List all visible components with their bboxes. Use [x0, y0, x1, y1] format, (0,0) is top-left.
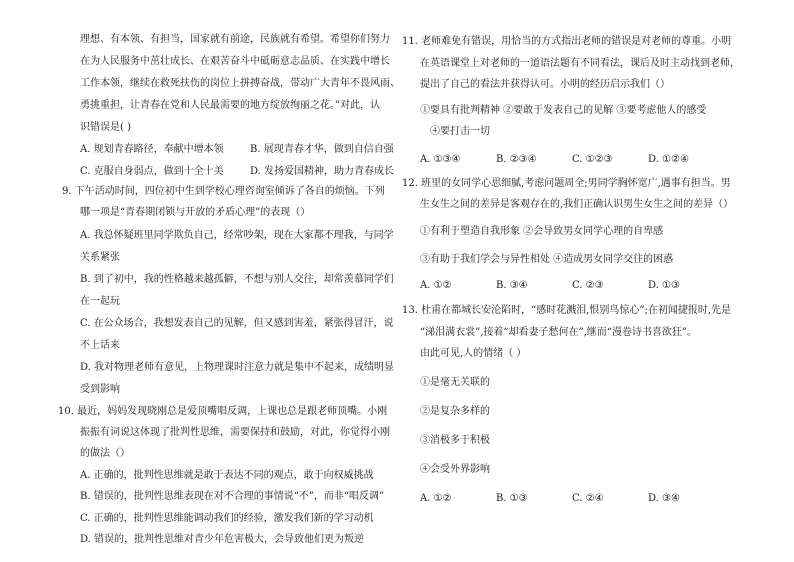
- q13-option: D. ③④: [648, 493, 680, 504]
- q8-text-line: 工作本领，继续在救死扶伤的岗位上拼搏奋战，带动广大青年不畏风雨、: [80, 78, 400, 89]
- q9-option: 在一起玩: [80, 296, 120, 307]
- q13-option: B. ①③: [496, 493, 528, 504]
- q10-stem: 振振有词说这体现了批判性思维，需要保持和鼓励，对此，你觉得小刚: [80, 427, 390, 438]
- q13-option: C. ②④: [572, 493, 604, 504]
- q8-text-line: 在为人民服务中茁壮成长、在艰苦奋斗中砥砺意志品质、在实践中增长: [80, 56, 390, 67]
- q12-stem: 12. 班里的女同学心思细腻,考虑问题周全;男同学胸怀宽广,遇事有担当。男: [402, 178, 731, 189]
- q8-text-line: 识错误是( ): [80, 122, 131, 133]
- q11-stem: 在英语课堂上对老师的一道语法题有不同看法，课后及时主动找到老师，: [420, 58, 740, 69]
- q10-stem: 的做法（）: [80, 448, 130, 459]
- q9-option: B. 到了初中，我的性格越来越孤僻，不想与别人交往，却常羡慕同学们: [80, 274, 394, 285]
- q11-stem: 提出了自己的看法并获得认可。小明的经历启示我们（）: [420, 79, 670, 90]
- q10-stem: 10. 最近，妈妈发现晓刚总是爱顶嘴唱反调，上课也总是跟老师顶嘴。小刚: [58, 406, 388, 417]
- q9-option: A. 我总怀疑班里同学欺负自己，经常吵架，现在大家都不理我，与同学: [80, 230, 394, 241]
- q11-option: C. ①②③: [572, 154, 613, 165]
- q9-option: D. 我对物理老师有意见，上物理课时注意力就是集中不起来，成绩明显: [80, 362, 395, 373]
- q11-statements: ①要具有批判精神 ②要敢于发表自己的见解 ③要考虑他人的感受: [420, 105, 707, 116]
- q12-statements: ③有助于我们学会与异性相处 ④造成男女同学交往的困惑: [420, 254, 674, 265]
- q8-option: D. 发扬爱国精神，助力青春成长: [250, 166, 395, 177]
- q9-option: C. 在公众场合，我想发表自己的见解，但又感到害羞，紧张得冒汗，说: [80, 318, 394, 329]
- q8-text-line: 理想、有本领、有担当，国家就有前途，民族就有希望。希望你们努力: [80, 34, 390, 45]
- q9-stem: 9. 下午活动时间，四位初中生到学校心理咨询室倾诉了各自的烦恼。下列: [62, 186, 385, 197]
- q13-option: A. ①②: [420, 493, 452, 504]
- q10-option: B. 错误的，批判性思维表现在对不合理的事情说“不”，而非“唱反调”: [80, 491, 385, 502]
- q9-stem: 哪一项是“青春期闭锁与开放的矛盾心理”的表现（）: [80, 207, 311, 218]
- q13-stem: “涕泪满衣裳”,接着“却看妻子愁何在”,继而“漫卷诗书喜欲狂”。: [420, 327, 698, 338]
- q13-stem: 由此可见,人的情绪（ ）: [420, 348, 527, 359]
- q9-option: 关系紧张: [80, 252, 120, 263]
- q11-statements: ④要打击一切: [430, 126, 490, 137]
- q11-option: B. ②③④: [496, 154, 537, 165]
- q10-option: D. 错误的，批判性思维对青少年危害极大，会导致他们更为叛逆: [80, 534, 365, 545]
- q12-option: B. ③④: [496, 280, 528, 291]
- q13-statement: ①是毫无关联的: [420, 377, 490, 388]
- q9-option: 不上话来: [80, 340, 120, 351]
- q8-option: C. 克服自身弱点，做到十全十美: [80, 166, 224, 177]
- q11-option: A. ①③④: [420, 154, 461, 165]
- q10-option: A. 正确的，批判性思维就是敢于表达不同的观点，敢于向权威挑战: [80, 470, 374, 481]
- q13-statement: ③消极多于积极: [420, 435, 490, 446]
- q13-statement: ④会受外界影响: [420, 464, 490, 475]
- q8-text-line: 勇挑重担，让青春在党和人民最需要的地方绽放绚丽之花。”对此，认: [80, 100, 381, 111]
- q8-option: B. 展现青春才华，做到自信自强: [250, 144, 394, 155]
- q12-stem: 生女生之间的差异是客观存在的,我们正确认识男生女生之间的差异（）: [420, 199, 734, 210]
- q13-stem: 13. 杜甫在都城长安沦陷时，“感时花溅泪,恨别鸟惊心”;在初闻捷报时,先是: [402, 305, 732, 316]
- q12-option: A. ①②: [420, 280, 452, 291]
- q9-option: 受到影响: [80, 384, 120, 395]
- q12-option: D. ①③: [648, 280, 680, 291]
- q10-option: C. 正确的，批判性思维能调动我们的经验，激发我们新的学习动机: [80, 513, 374, 524]
- q13-statement: ②是复杂多样的: [420, 406, 490, 417]
- q11-stem: 11. 老师难免有错误，用恰当的方式指出老师的错误是对老师的尊重。小明: [402, 36, 732, 47]
- q12-statements: ①有利于塑造自我形象 ②会导致男女同学心理的自卑感: [420, 226, 664, 237]
- q12-option: C. ②③: [572, 280, 604, 291]
- q8-option: A. 规划青春路径，奉献中增本领: [80, 144, 224, 155]
- q11-option: D. ①②④: [648, 154, 689, 165]
